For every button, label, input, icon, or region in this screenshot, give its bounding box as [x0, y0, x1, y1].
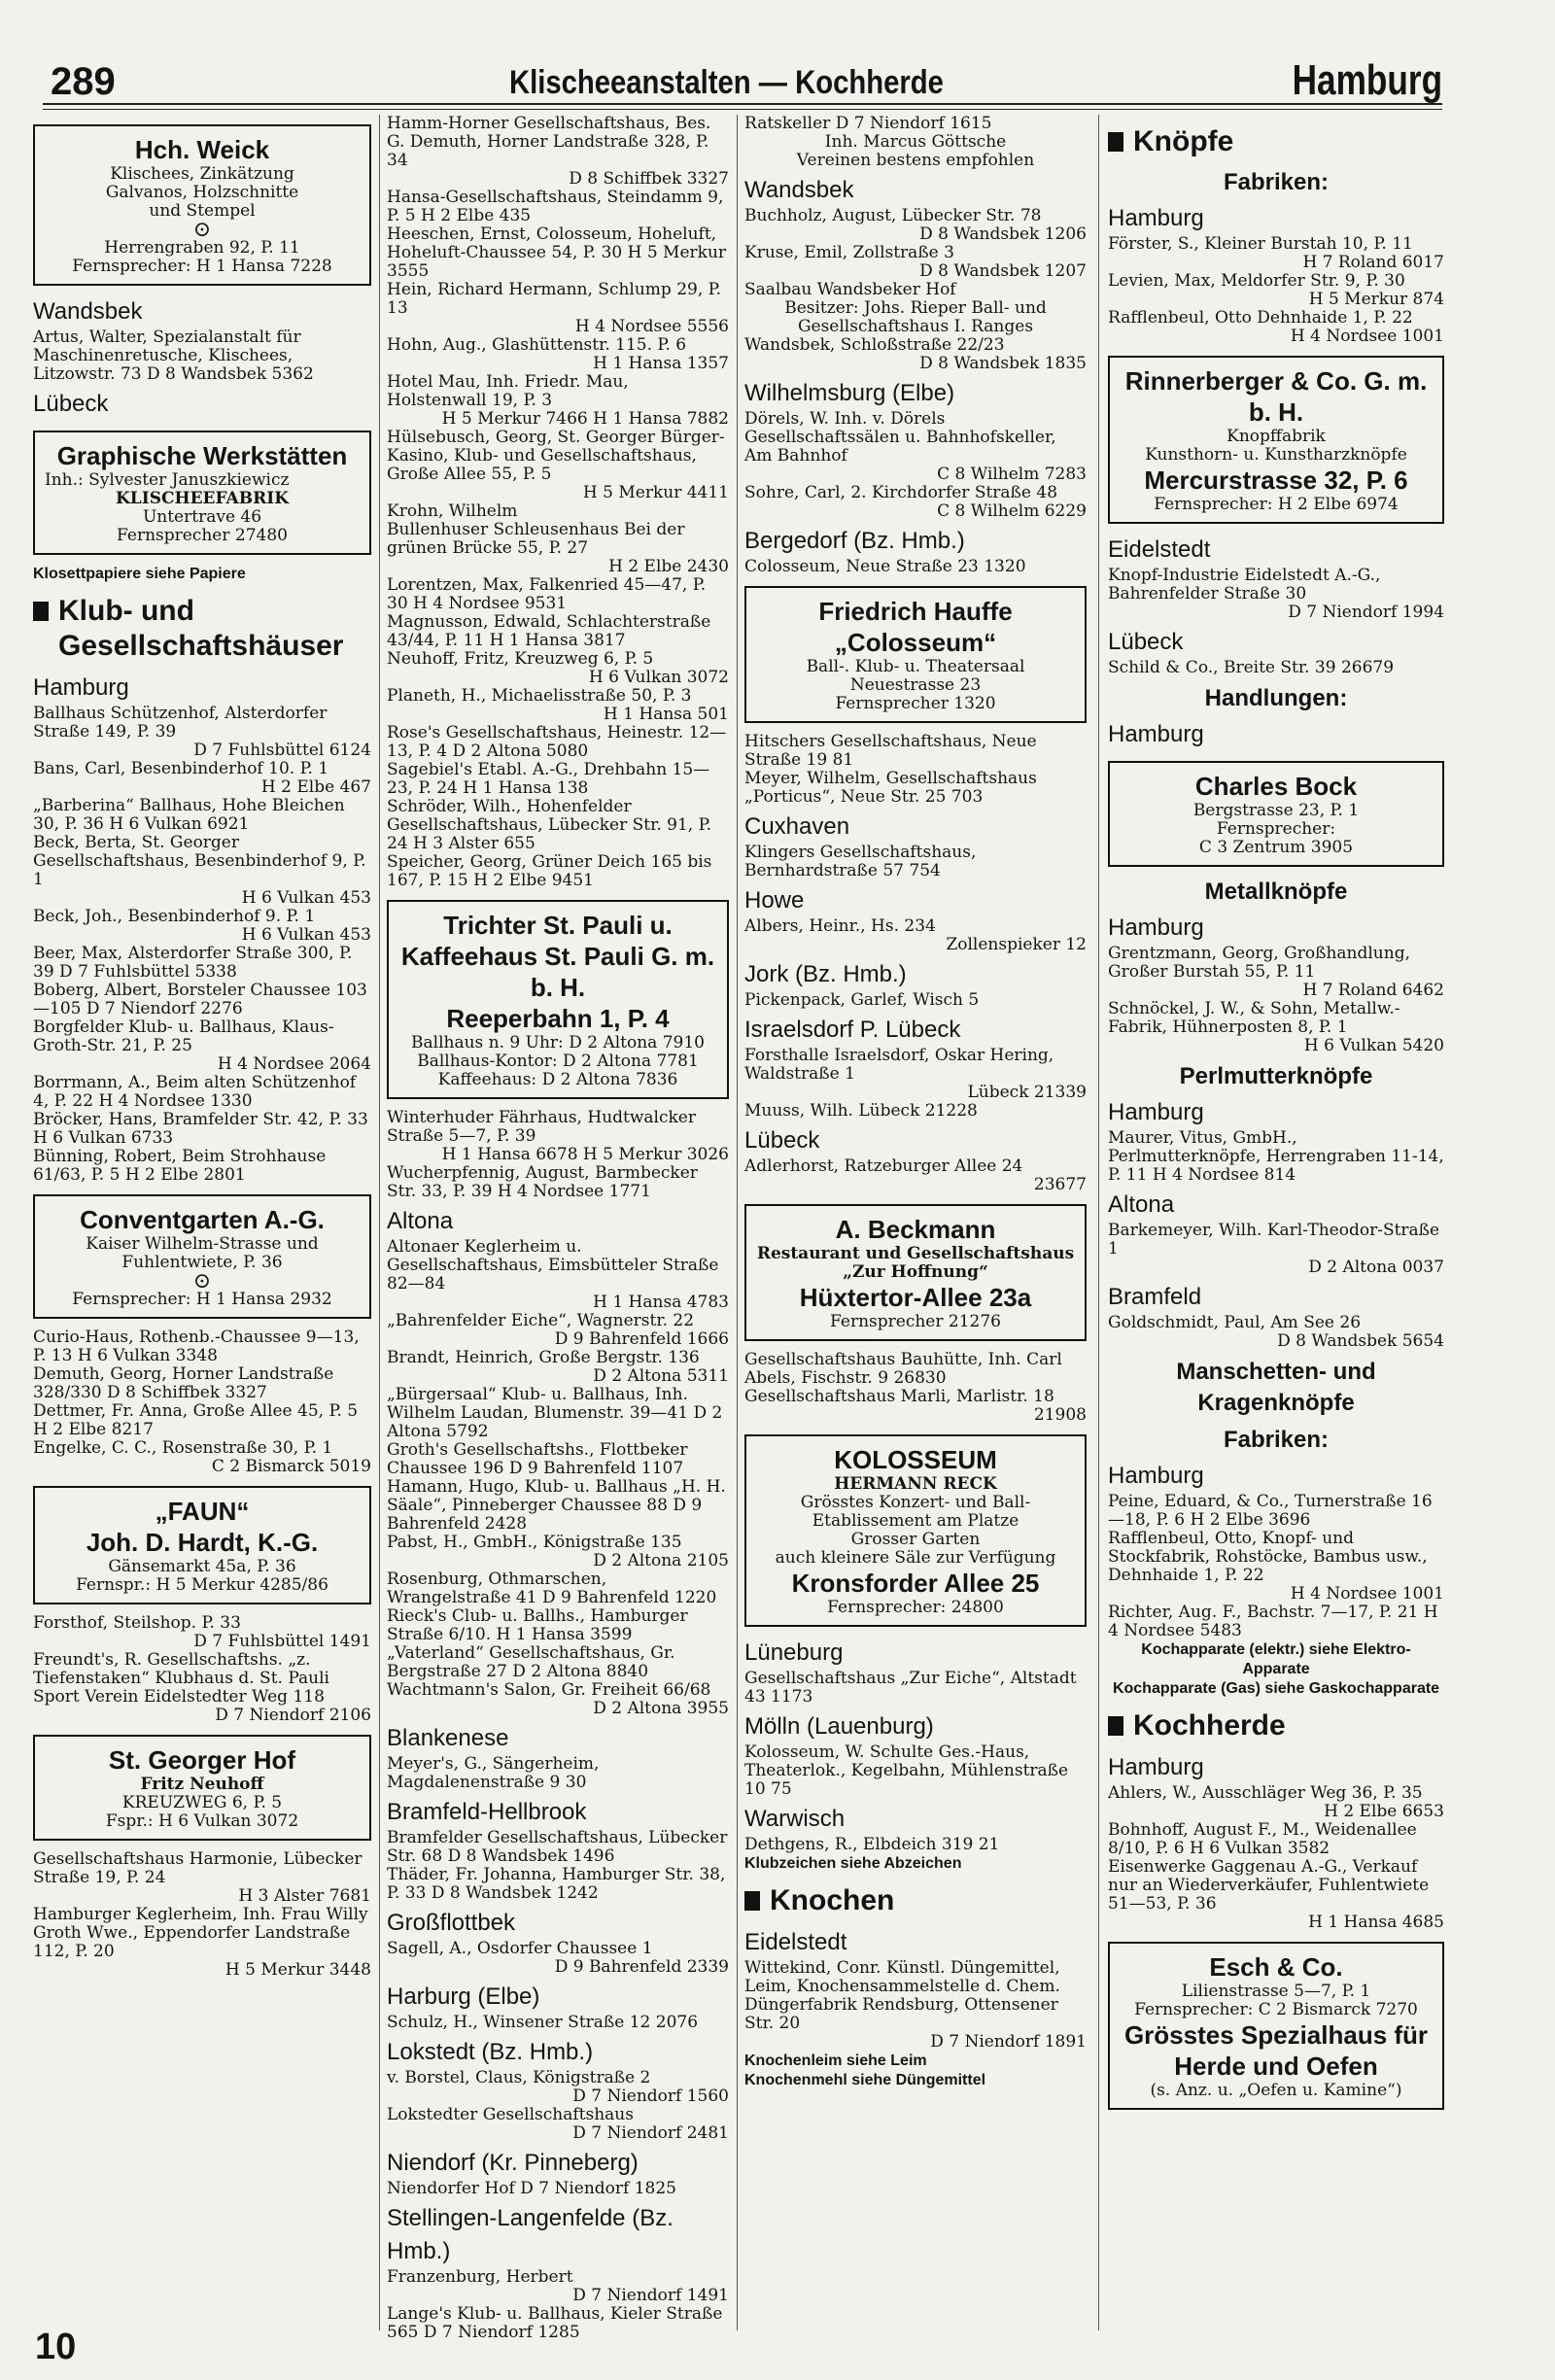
- directory-entry: H 1 Hansa 1357: [593, 354, 729, 373]
- directory-entry: Vereinen bestens empfohlen: [796, 151, 1035, 170]
- town-heading: Warwisch: [744, 1806, 846, 1832]
- directory-entry: Hamann, Hugo, Klub- u. Ballhaus „H. H. Säale“, Pinneberger Chaussee 88 D 9 Bahrenfeld 2428: [387, 1477, 726, 1534]
- advertisement-box: [387, 900, 729, 1099]
- directory-entry: Lorentzen, Max, Falkenried 45—47, P. 30 H 4 Nordsee 9531: [387, 575, 707, 613]
- directory-entry: D 7 Niendorf 1994: [1288, 603, 1444, 622]
- ad-line: Ballhaus-Kontor: D 2 Altona 7781: [417, 1052, 699, 1071]
- column-2: [387, 115, 729, 2350]
- town-heading: Bergedorf (Bz. Hmb.): [744, 528, 965, 554]
- ad-line: Hch. Weick: [134, 135, 270, 164]
- directory-entry: Wandsbek, Schloßstraße 22/23: [744, 335, 1005, 355]
- directory-entry: Rose's Gesellschaftshaus, Heinestr. 12—13, P. 4 D 2 Altona 5080: [387, 723, 727, 761]
- directory-entry: H 6 Vulkan 453: [241, 925, 371, 945]
- directory-entry: H 1 Hansa 6678 H 5 Merkur 3026: [441, 1145, 729, 1164]
- town-heading: Eidelstedt: [744, 1929, 847, 1955]
- directory-entry: Forsthalle Israelsdorf, Oskar Hering, Waldstraße 1: [744, 1046, 1054, 1084]
- ad-line: Kunsthorn- u. Kunstharzknöpfe: [1145, 445, 1407, 465]
- directory-entry: H 5 Merkur 4411: [582, 483, 729, 502]
- ad-line: Hüxtertor-Allee 23a: [799, 1283, 1032, 1312]
- directory-entry: Rieck's Club- u. Ballhs., Hamburger Straße 6/10. H 1 Hansa 3599: [387, 1606, 688, 1644]
- directory-entry: Groth's Gesellschaftshs., Flottbeker Chaussee 196 D 9 Bahrenfeld 1107: [387, 1440, 688, 1478]
- directory-entry: D 8 Wandsbek 1206: [919, 224, 1087, 244]
- advertisement-box: [744, 1434, 1087, 1627]
- town-heading: Mölln (Lauenburg): [744, 1713, 934, 1740]
- subsection-heading: Metallknöpfe: [1204, 879, 1348, 905]
- directory-entry: Artus, Walter, Spezialanstalt für Maschinenretusche, Klischees, Litzowstr. 73 D 8 Wandsbek 5362: [33, 328, 314, 384]
- directory-entry: Saalbau Wandsbeker Hof: [744, 280, 956, 299]
- directory-entry: D 8 Wandsbek 5654: [1277, 1331, 1444, 1351]
- column-divider: [379, 115, 380, 2330]
- directory-entry: H 2 Elbe 2430: [608, 557, 729, 576]
- section-heading: Kochherde: [1108, 1708, 1444, 1743]
- directory-entry: D 2 Altona 3955: [593, 1699, 729, 1718]
- directory-entry: Hamburger Keglerheim, Inh. Frau Willy Groth Wwe., Eppendorfer Landstraße 112, P. 20: [33, 1905, 368, 1961]
- ad-line: Inh.: Sylvester Januszkiewicz: [45, 470, 290, 490]
- town-heading: Bramfeld-Hellbrook: [387, 1799, 587, 1825]
- directory-entry: Wachtmann's Salon, Gr. Freiheit 66/68: [387, 1680, 711, 1700]
- directory-entry: Altonaer Keglerheim u. Gesellschaftshaus, Eimsbütteler Straße 82—84: [387, 1237, 719, 1293]
- ad-line: „Colosseum“: [834, 628, 997, 657]
- advertisement-box: [1108, 761, 1444, 867]
- town-heading: Wilhelmsburg (Elbe): [744, 380, 955, 406]
- ad-line: Fritz Neuhoff: [140, 1775, 264, 1794]
- directory-entry: „Bürgersaal“ Klub- u. Ballhaus, Inh. Wilhelm Laudan, Blumenstr. 39—41 D 2 Altona 5792: [387, 1385, 723, 1441]
- town-heading: Lokstedt (Bz. Hmb.): [387, 2039, 594, 2065]
- ad-line: auch kleinere Säle zur Verfügung: [775, 1548, 1056, 1568]
- ad-line: Fernsprecher 1320: [835, 694, 996, 713]
- directory-entry: Hotel Mau, Inh. Friedr. Mau, Holstenwall 19, P. 3: [387, 372, 629, 410]
- ad-line: Fspr.: H 6 Vulkan 3072: [105, 1811, 299, 1831]
- town-heading: Bramfeld: [1108, 1284, 1202, 1310]
- ad-line: Restaurant und Gesellschaftshaus „Zur Hoffnung“: [756, 1244, 1075, 1282]
- directory-entry: Goldschmidt, Paul, Am See 26: [1108, 1313, 1362, 1332]
- directory-entry: H 2 Elbe 467: [260, 777, 371, 797]
- directory-entry: H 1 Hansa 501: [603, 705, 729, 724]
- town-heading: Lüneburg: [744, 1639, 844, 1666]
- ad-line: Bergstrasse 23, P. 1: [1192, 801, 1360, 820]
- cross-reference: Knochenleim siehe Leim: [744, 2052, 927, 2069]
- town-heading: Jork (Bz. Hmb.): [744, 961, 907, 987]
- directory-entry: Lokstedter Gesellschaftshaus: [387, 2105, 634, 2124]
- ad-line: Esch & Co.: [1209, 1952, 1343, 1982]
- ad-line: Fernsprecher: 24800: [827, 1598, 1004, 1617]
- town-heading: Hamburg: [1108, 1754, 1204, 1780]
- ad-line: A. Beckmann: [835, 1215, 996, 1244]
- directory-entry: Ballhaus Schützenhof, Alsterdorfer Straße 149, P. 39: [33, 704, 328, 742]
- ad-line: Fernspr.: H 5 Merkur 4285/86: [76, 1575, 328, 1595]
- town-heading: Hamburg: [1108, 1463, 1204, 1489]
- directory-entry: Sagell, A., Osdorfer Chaussee 1: [387, 1939, 653, 1958]
- directory-entry: Zollenspieker 12: [946, 935, 1087, 954]
- directory-entry: H 4 Nordsee 5556: [574, 317, 729, 336]
- directory-entry: H 5 Merkur 7466 H 1 Hansa 7882: [441, 409, 729, 429]
- cross-reference: Knochenmehl siehe Düngemittel: [744, 2072, 986, 2088]
- directory-entry: H 7 Roland 6462: [1302, 981, 1444, 1000]
- directory-entry: Speicher, Georg, Grüner Deich 165 bis 167, P. 15 H 2 Elbe 9451: [387, 852, 712, 890]
- directory-entry: Buchholz, August, Lübecker Str. 78: [744, 206, 1042, 225]
- directory-entry: D 7 Fuhlsbüttel 1491: [193, 1632, 371, 1651]
- directory-entry: D 7 Niendorf 2481: [572, 2123, 729, 2143]
- advertisement-box: [33, 1735, 371, 1841]
- directory-entry: D 2 Altona 2105: [593, 1551, 729, 1570]
- directory-entry: Forsthof, Steilshop. P. 33: [33, 1613, 241, 1633]
- cross-reference: Kochapparate (Gas) siehe Gaskochapparate: [1112, 1680, 1440, 1697]
- advertisement-box: [744, 1204, 1087, 1341]
- directory-entry: H 4 Nordsee 2064: [217, 1054, 371, 1074]
- column-3: [744, 115, 1087, 2350]
- directory-entry: Eisenwerke Gaggenau A.-G., Verkauf nur an Wiederverkäufer, Fuhlentwiete 51—53, P. 36: [1108, 1857, 1430, 1914]
- directory-entry: Heeschen, Ernst, Colosseum, Hoheluft, Hoheluft-Chaussee 54, P. 30 H 5 Merkur 3555: [387, 224, 727, 281]
- ad-line: KREUZWEG 6, P. 5: [121, 1793, 283, 1812]
- directory-entry: Gesellschaftshaus Marli, Marlistr. 18: [744, 1387, 1054, 1406]
- subsection-heading: Manschetten- und Kragenknöpfe: [1176, 1359, 1376, 1416]
- directory-entry: Meyer, Wilhelm, Gesellschaftshaus „Porticus“, Neue Str. 25 703: [744, 769, 1037, 807]
- ad-line: Ball-. Klub- u. Theatersaal: [806, 657, 1025, 676]
- directory-entry: Brandt, Heinrich, Große Bergstr. 136: [387, 1348, 700, 1367]
- cross-reference: Klosettpapiere siehe Papiere: [33, 566, 246, 582]
- directory-entry: Wucherpfennig, August, Barmbecker Str. 33, P. 39 H 4 Nordsee 1771: [387, 1163, 698, 1201]
- directory-entry: Dethgens, R., Elbdeich 319 21: [744, 1835, 1000, 1854]
- directory-entry: Hohn, Aug., Glashüttenstr. 115. P. 6: [387, 335, 687, 355]
- directory-entry: D 2 Altona 0037: [1308, 1258, 1444, 1277]
- directory-entry: Bünning, Robert, Beim Strohhause 61/63, P. 5 H 2 Elbe 2801: [33, 1147, 327, 1185]
- directory-entry: v. Borstel, Claus, Königstraße 2: [387, 2068, 651, 2087]
- directory-entry: Hamm-Horner Gesellschaftshaus, Bes. G. Demuth, Horner Landstraße 328, P. 34: [387, 115, 711, 170]
- directory-entry: Freundt's, R. Gesellschaftshs. „z. Tiefenstaken“ Klubhaus d. St. Pauli Sport Verein Eidelstedter Weg 118: [33, 1650, 329, 1707]
- ad-line: Conventgarten A.-G.: [80, 1205, 325, 1234]
- section-heading: Knochen: [744, 1883, 1087, 1918]
- town-heading: Howe: [744, 887, 805, 914]
- ad-line: Grösstes Konzert- und Ball-Etablissement am Platze: [800, 1493, 1031, 1531]
- directory-entry: H 3 Alster 7681: [238, 1886, 371, 1906]
- directory-entry: H 1 Hansa 4783: [593, 1293, 729, 1312]
- directory-entry: Förster, S., Kleiner Burstah 10, P. 11: [1108, 234, 1413, 254]
- ad-line: Fernsprecher: H 2 Elbe 6974: [1154, 495, 1399, 514]
- directory-entry: Bröcker, Hans, Bramfelder Str. 42, P. 33 H 6 Vulkan 6733: [33, 1110, 368, 1148]
- directory-entry: Ratskeller D 7 Niendorf 1615: [744, 115, 992, 133]
- column-divider: [1098, 115, 1099, 2330]
- ad-line: Mercurstrasse 32, P. 6: [1144, 466, 1408, 495]
- directory-entry: Lübeck 21339: [967, 1083, 1087, 1102]
- ad-line: (s. Anz. u. „Oefen u. Kamine“): [1150, 2081, 1402, 2100]
- town-heading: Cuxhaven: [744, 813, 850, 840]
- directory-entry: Thäder, Fr. Johanna, Hamburger Str. 38, P. 33 D 8 Wandsbek 1242: [387, 1865, 726, 1903]
- page-title: Klischeeanstalten — Kochherde: [509, 64, 944, 101]
- directory-entry: Bramfelder Gesellschaftshaus, Lübecker Str. 68 D 8 Wandsbek 1496: [387, 1828, 728, 1866]
- directory-entry: Kruse, Emil, Zollstraße 3: [744, 243, 954, 262]
- town-heading: Lübeck: [33, 391, 109, 417]
- ad-line: Knopffabrik: [1227, 427, 1326, 446]
- ad-line: Fuhlentwiete, P. 36: [121, 1253, 283, 1272]
- directory-entry: Pickenpack, Garlef, Wisch 5: [744, 990, 980, 1010]
- town-heading: Lübeck: [1108, 629, 1184, 655]
- town-heading: Großflottbek: [387, 1910, 516, 1936]
- directory-entry: D 7 Niendorf 1560: [572, 2087, 729, 2106]
- directory-entry: Richter, Aug. F., Bachstr. 7—17, P. 21 H 4 Nordsee 5483: [1108, 1603, 1438, 1640]
- town-heading: Israelsdorf P. Lübeck: [744, 1017, 961, 1043]
- directory-entry: D 8 Schiffbek 3327: [569, 169, 729, 189]
- directory-entry: Knopf-Industrie Eidelstedt A.-G., Bahrenfelder Straße 30: [1108, 566, 1381, 604]
- ad-line: Charles Bock: [1194, 772, 1358, 801]
- directory-entry: Barkemeyer, Wilh. Karl-Theodor-Straße 1: [1108, 1221, 1440, 1259]
- directory-entry: Dettmer, Fr. Anna, Große Allee 45, P. 5 H 2 Elbe 8217: [33, 1401, 359, 1439]
- advertisement-box: [744, 586, 1087, 723]
- sheet-number: 10: [35, 2327, 77, 2367]
- town-heading: Blankenese: [387, 1725, 509, 1751]
- section-heading: Klub- und Gesellschaftshäuser: [33, 594, 371, 664]
- subsection-heading: Fabriken:: [1223, 1427, 1330, 1453]
- directory-entry: Rafflenbeul, Otto, Knopf- und Stockfabrik, Rohstöcke, Bambus usw., Dehnhaide 1, P. 22: [1108, 1529, 1428, 1585]
- ad-line: ⊙: [192, 1269, 212, 1293]
- directory-entry: Planeth, H., Michaelisstraße 50, P. 3: [387, 686, 692, 706]
- page-number: 289: [51, 60, 116, 103]
- column-4: [1108, 115, 1444, 2350]
- town-heading: Hamburg: [1108, 1099, 1204, 1125]
- advertisement-box: [33, 1486, 371, 1604]
- directory-entry: „Vaterland“ Gesellschaftshaus, Gr. Bergstraße 27 D 2 Altona 8840: [387, 1643, 675, 1681]
- ad-line: „FAUN“: [155, 1497, 250, 1526]
- directory-entry: Gesellschaftshaus Bauhütte, Inh. Carl Abels, Fischstr. 9 26830: [744, 1350, 1062, 1388]
- town-heading: Hamburg: [1108, 205, 1204, 231]
- cross-reference: Kochapparate (elektr.) siehe Elektro-Apparate: [1141, 1641, 1411, 1677]
- directory-entry: Sagebiel's Etabl. A.-G., Drehbahn 15—23, P. 24 H 1 Hansa 138: [387, 760, 710, 798]
- town-heading: Niendorf (Kr. Pinneberg): [387, 2150, 639, 2176]
- directory-entry: D 9 Bahrenfeld 2339: [554, 1957, 729, 1977]
- directory-entry: D 8 Wandsbek 1835: [919, 354, 1087, 373]
- directory-entry: D 7 Niendorf 2106: [215, 1706, 371, 1725]
- directory-entry: Schulz, H., Winsener Straße 12 2076: [387, 2013, 699, 2032]
- directory-entry: Schnöckel, J. W., & Sohn, Metallw.-Fabrik, Hühnerposten 8, P. 1: [1108, 999, 1400, 1037]
- ad-line: KOLOSSEUM: [834, 1445, 997, 1474]
- directory-entry: Engelke, C. C., Rosenstraße 30, P. 1: [33, 1438, 333, 1458]
- directory-entry: H 4 Nordsee 1001: [1290, 327, 1444, 346]
- ad-line: Herrengraben 92, P. 11: [104, 238, 300, 258]
- directory-entry: Adlerhorst, Ratzeburger Allee 24: [744, 1156, 1023, 1176]
- ad-line: Gänsemarkt 45a, P. 36: [108, 1557, 296, 1576]
- directory-entry: Dörels, W. Inh. v. Dörels Gesellschaftssälen u. Bahnhofskeller, Am Bahnhof: [744, 409, 1056, 466]
- town-heading: Altona: [1108, 1191, 1175, 1218]
- ad-line: Untertrave 46: [142, 507, 262, 527]
- ad-line: Kaiser Wilhelm-Strasse und: [86, 1234, 319, 1254]
- ad-line: Grosser Garten: [850, 1530, 981, 1549]
- directory-entry: 23677: [1033, 1175, 1087, 1194]
- directory-entry: C 2 Bismarck 5019: [211, 1457, 371, 1476]
- directory-entry: D 9 Bahrenfeld 1666: [554, 1329, 729, 1349]
- ad-line: Ballhaus n. 9 Uhr: D 2 Altona 7910: [411, 1033, 705, 1052]
- directory-entry: H 6 Vulkan 453: [241, 888, 371, 908]
- ad-line: Friedrich Hauffe: [818, 597, 1013, 626]
- directory-entry: C 8 Wilhelm 7283: [937, 465, 1087, 484]
- directory-entry: H 4 Nordsee 1001: [1290, 1584, 1444, 1604]
- ad-line: Lilienstrasse 5—7, P. 1: [1181, 1982, 1371, 2001]
- directory-entry: H 2 Elbe 6653: [1324, 1802, 1444, 1821]
- ad-line: KLISCHEEFABRIK: [116, 489, 289, 508]
- directory-entry: Besitzer: Johs. Rieper Ball- und Gesellschaftshaus I. Ranges: [784, 298, 1047, 336]
- directory-entry: Winterhuder Fährhaus, Hudtwalcker Straße 5—7, P. 39: [387, 1108, 696, 1146]
- directory-entry: Schild & Co., Breite Str. 39 26679: [1108, 658, 1395, 677]
- directory-entry: Levien, Max, Meldorfer Str. 9, P. 30: [1108, 271, 1405, 291]
- directory-entry: Gesellschaftshaus „Zur Eiche“, Altstadt 43 1173: [744, 1669, 1077, 1707]
- advertisement-box: [33, 124, 371, 286]
- directory-entry: Hülsebusch, Georg, St. Georger Bürger-Kasino, Klub- und Gesellschaftshaus, Große Allee 55, P. 5: [387, 428, 725, 484]
- ad-line: Graphische Werkstätten: [56, 441, 348, 470]
- ad-line: St. Georger Hof: [108, 1745, 296, 1775]
- directory-entry: Rosenburg, Othmarschen, Wrangelstraße 41 D 9 Bahrenfeld 1220: [387, 1569, 717, 1607]
- subsection-heading: Perlmutterknöpfe: [1179, 1063, 1373, 1089]
- ad-line: Fernsprecher 21276: [830, 1312, 1001, 1331]
- directory-entry: Albers, Heinr., Hs. 234: [744, 916, 936, 936]
- ad-line: Kronsforder Allee 25: [791, 1569, 1040, 1598]
- directory-entry: D 2 Altona 5311: [593, 1366, 729, 1386]
- directory-entry: H 6 Vulkan 3072: [588, 668, 729, 687]
- page-header: [43, 51, 1442, 109]
- directory-entry: Boberg, Albert, Borsteler Chaussee 103—105 D 7 Niendorf 2276: [33, 981, 367, 1018]
- directory-entry: Neuhoff, Fritz, Kreuzweg 6, P. 5: [387, 649, 654, 669]
- directory-entry: Inh. Marcus Göttsche: [824, 132, 1007, 152]
- directory-entry: Magnusson, Edwald, Schlachterstraße 43/44, P. 11 H 1 Hansa 3817: [387, 612, 711, 650]
- directory-entry: D 7 Niendorf 1491: [572, 2286, 729, 2305]
- directory-entry: Franzenburg, Herbert: [387, 2267, 573, 2287]
- advertisement-box: [1108, 1942, 1444, 2110]
- directory-entry: Bullenhuser Schleusenhaus Bei der grünen Brücke 55, P. 27: [387, 520, 685, 558]
- directory-entry: 21908: [1033, 1405, 1087, 1425]
- ad-line: Trichter St. Pauli u.: [443, 911, 673, 940]
- directory-entry: Hitschers Gesellschaftshaus, Neue Straße 19 81: [744, 732, 1037, 770]
- section-heading: Knöpfe: [1108, 124, 1444, 159]
- directory-entry: Curio-Haus, Rothenb.-Chaussee 9—13, P. 13 H 6 Vulkan 3348: [33, 1328, 360, 1365]
- directory-entry: Bans, Carl, Besenbinderhof 10. P. 1: [33, 759, 329, 778]
- ad-line: HERMANN RECK: [834, 1474, 997, 1494]
- ad-line: Galvanos, Holzschnitte: [105, 183, 299, 202]
- ad-line: Fernsprecher:: [1216, 819, 1336, 839]
- directory-entry: Kolosseum, W. Schulte Ges.-Haus, Theaterlok., Kegelbahn, Mühlenstraße 10 75: [744, 1742, 1069, 1799]
- directory-entry: Grentzmann, Georg, Großhandlung, Großer Burstah 55, P. 11: [1108, 944, 1410, 982]
- directory-entry: Hein, Richard Hermann, Schlump 29, P. 13: [387, 280, 722, 318]
- ad-line: Klischees, Zinkätzung: [110, 164, 294, 184]
- advertisement-box: [33, 431, 371, 555]
- town-heading: Harburg (Elbe): [387, 1983, 540, 2010]
- directory-entry: Maurer, Vitus, GmbH., Perlmutterknöpfe, Herrengraben 11-14, P. 11 H 4 Nordsee 814: [1108, 1128, 1444, 1185]
- directory-entry: Rafflenbeul, Otto Dehnhaide 1, P. 22: [1108, 308, 1413, 328]
- header-rule: [43, 103, 1442, 110]
- ad-line: Kaffeehaus St. Pauli G. m. b. H.: [400, 942, 715, 1002]
- subsection-heading: Handlungen:: [1204, 685, 1348, 711]
- directory-entry: Muuss, Wilh. Lübeck 21228: [744, 1101, 978, 1121]
- directory-entry: Beer, Max, Alsterdorfer Straße 300, P. 39 D 7 Fuhlsbüttel 5338: [33, 944, 353, 982]
- directory-entry: Demuth, Georg, Horner Landstraße 328/330 D 8 Schiffbek 3327: [33, 1364, 334, 1402]
- town-heading: Eidelstedt: [1108, 536, 1211, 563]
- directory-entry: Meyer's, G., Sängerheim, Magdalenenstraße 9 30: [387, 1754, 600, 1792]
- directory-entry: D 7 Fuhlsbüttel 6124: [193, 741, 371, 760]
- column-divider: [737, 115, 738, 2330]
- directory-entry: Sohre, Carl, 2. Kirchdorfer Straße 48: [744, 483, 1058, 502]
- ad-line: Reeperbahn 1, P. 4: [446, 1004, 670, 1033]
- town-heading: Altona: [387, 1208, 454, 1234]
- directory-entry: H 7 Roland 6017: [1302, 253, 1444, 272]
- column-1: [33, 115, 371, 2350]
- directory-entry: Wittekind, Conr. Künstl. Düngemittel, Leim, Knochensammelstelle d. Chem. Düngerfabrik Rendsburg, Ottensener Str. 20: [744, 1958, 1060, 2033]
- directory-entry: Borrmann, A., Beim alten Schützenhof 4, P. 22 H 4 Nordsee 1330: [33, 1073, 357, 1111]
- city-title: Hamburg: [1292, 56, 1442, 104]
- advertisement-box: [1108, 356, 1444, 524]
- ad-line: Joh. D. Hardt, K.-G.: [86, 1528, 319, 1557]
- town-heading: Wandsbek: [744, 177, 854, 203]
- town-heading: Hamburg: [1108, 914, 1204, 941]
- ad-line: C 3 Zentrum 3905: [1198, 838, 1354, 857]
- cross-reference: Klubzeichen siehe Abzeichen: [744, 1855, 962, 1872]
- directory-entry: Beck, Berta, St. Georger Gesellschaftshaus, Besenbinderhof 9, P. 1: [33, 833, 366, 889]
- directory-entry: „Bahrenfelder Eiche“, Wagnerstr. 22: [387, 1311, 695, 1330]
- directory-entry: H 5 Merkur 874: [1308, 290, 1444, 309]
- directory-entry: Lange's Klub- u. Ballhaus, Kieler Straße 565 D 7 Niendorf 1285: [387, 2304, 723, 2342]
- directory-entry: Pabst, H., GmbH., Königstraße 135: [387, 1533, 682, 1552]
- directory-entry: Klingers Gesellschaftshaus, Bernhardstraße 57 754: [744, 843, 977, 880]
- directory-entry: Krohn, Wilhelm: [387, 501, 518, 521]
- directory-entry: Borgfelder Klub- u. Ballhaus, Klaus-Groth-Str. 21, P. 25: [33, 1018, 334, 1055]
- ad-line: Fernsprecher: H 1 Hansa 2932: [72, 1290, 332, 1309]
- directory-entry: Schröder, Wilh., Hohenfelder Gesellschaftshaus, Lübecker Str. 91, P. 24 H 3 Alster 655: [387, 797, 712, 853]
- ad-line: ⊙: [192, 218, 212, 242]
- ad-line: Rinnerberger & Co. G. m. b. H.: [1124, 366, 1428, 427]
- ad-line: Neuestrasse 23: [849, 675, 982, 695]
- town-heading: Hamburg: [1108, 721, 1204, 747]
- directory-entry: Colosseum, Neue Straße 23 1320: [744, 557, 1026, 576]
- town-heading: Wandsbek: [33, 298, 143, 325]
- directory-entry: Gesellschaftshaus Harmonie, Lübecker Straße 19, P. 24: [33, 1849, 363, 1887]
- directory-entry: D 8 Wandsbek 1207: [919, 261, 1087, 281]
- directory-entry: Niendorfer Hof D 7 Niendorf 1825: [387, 2179, 676, 2198]
- town-heading: Hamburg: [33, 674, 129, 701]
- ad-line: Grösstes Spezialhaus für Herde und Oefen: [1123, 2020, 1429, 2081]
- directory-entry: Bohnhoff, August F., M., Weidenallee 8/10, P. 6 H 6 Vulkan 3582: [1108, 1820, 1417, 1858]
- advertisement-box: [33, 1194, 371, 1319]
- directory-entry: H 1 Hansa 4685: [1308, 1913, 1444, 1932]
- directory-entry: Hansa-Gesellschaftshaus, Steindamm 9, P. 5 H 2 Elbe 435: [387, 188, 724, 225]
- subsection-heading: Fabriken:: [1223, 169, 1330, 195]
- town-heading: Stellingen-Langenfelde (Bz. Hmb.): [387, 2205, 674, 2264]
- ad-line: und Stempel: [149, 201, 256, 221]
- ad-line: Fernsprecher: H 1 Hansa 7228: [72, 257, 332, 276]
- directory-entry: D 7 Niendorf 1891: [930, 2032, 1087, 2052]
- town-heading: Lübeck: [744, 1127, 820, 1154]
- ad-line: Fernsprecher: C 2 Bismarck 7270: [1134, 2000, 1418, 2019]
- directory-entry: H 6 Vulkan 5420: [1303, 1036, 1444, 1055]
- ad-line: Fernsprecher 27480: [117, 526, 288, 545]
- directory-entry: Peine, Eduard, & Co., Turnerstraße 16—18, P. 6 H 2 Elbe 3696: [1108, 1492, 1433, 1530]
- directory-entry: Ahlers, W., Ausschläger Weg 36, P. 35: [1108, 1783, 1423, 1803]
- directory-entry: H 5 Merkur 3448: [225, 1960, 371, 1980]
- directory-entry: C 8 Wilhelm 6229: [937, 501, 1087, 521]
- ad-line: Kaffeehaus: D 2 Altona 7836: [437, 1070, 678, 1089]
- directory-entry: „Barberina“ Ballhaus, Hohe Bleichen 30, P. 36 H 6 Vulkan 6921: [33, 796, 345, 834]
- directory-entry: Beck, Joh., Besenbinderhof 9. P. 1: [33, 907, 316, 926]
